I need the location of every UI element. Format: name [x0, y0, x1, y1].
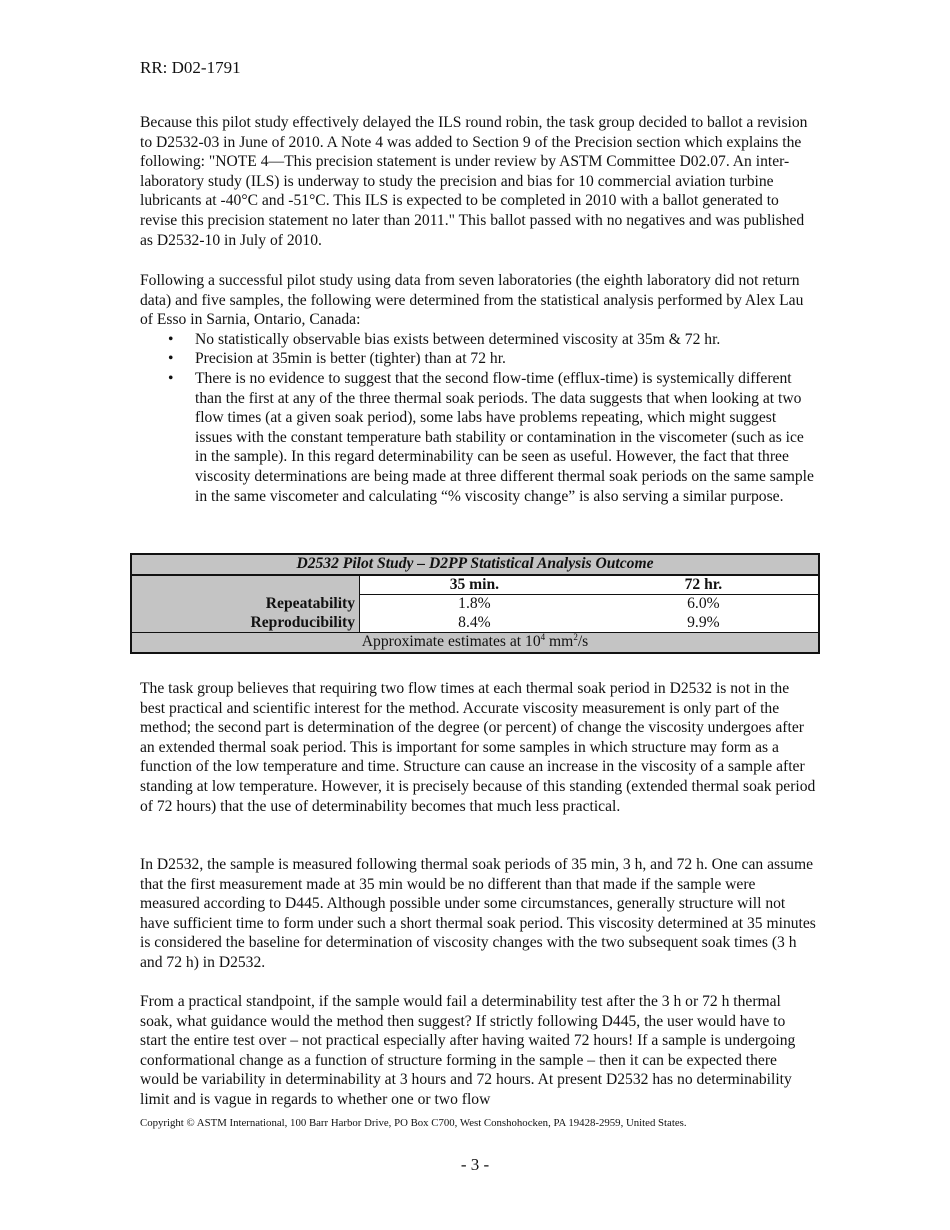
list-item: • Precision at 35min is better (tighter) than at 72 hr.	[168, 350, 506, 368]
table-cell: 9.9%	[589, 614, 819, 633]
column-header-35min: 35 min.	[360, 575, 589, 595]
column-header-72hr: 72 hr.	[589, 575, 819, 595]
row-label-reproducibility: Reproducibility	[131, 614, 360, 633]
table-cell: 8.4%	[458, 613, 491, 631]
table-cell: 1.8%	[458, 595, 491, 612]
paragraph-pilot-study-findings	[140, 271, 816, 506]
paragraph-text: Because this pilot study effectively delayed the ILS round robin, the task group decided to ballot a revision to D2532-03 in June of 2010. A Note 4 was added to Section 9 of the Precision section which explains the following: "NOTE 4—This precision statement is under review by ASTM Committee D02.07. An inter-laboratory study (ILS) is underway to study the precision and bias for 10 commercial aviation turbine lubricants at -40°C and -51°C. This ILS is expected to be completed in 2010 with a ballot generated to revise this precision statement no later than 2011." This ballot passed with no negatives and was published as D2532-10 in July of 2010.	[140, 114, 808, 249]
copyright-notice: Copyright © ASTM International, 100 Barr Harbor Drive, PO Box C700, West Conshohocken, PA 19428-2959, United States.	[140, 1117, 687, 1129]
page-number: - 3 -	[460, 1155, 490, 1174]
table-row	[131, 614, 819, 633]
table-cell: 6.0%	[589, 595, 819, 614]
bullet-icon: •	[168, 369, 174, 387]
paragraph-thermal-soak	[140, 855, 816, 973]
list-item: • There is no evidence to suggest that the second flow-time (efflux-time) is systemically different than the first at any of the three thermal soak periods. The data suggests that when looking at two flow times (at a given soak period), some labs have problems repeating, which might suggest issues with the constant temperature bath stability or contamination in the viscometer (such as ice in the sample). In this regard determinability can be seen as useful. However, the fact that three viscosity determinations are being made at three different thermal soak periods on the same sample in the same viscometer and calculating “% viscosity change” is also serving a similar purpose.	[168, 369, 814, 505]
paragraph-text: Following a successful pilot study using data from seven laboratories (the eighth laboratory did not return data) and five samples, the following were determined from the statistical analysis performed by Alex Lau of Esso in Sarnia, Ontario, Canada:	[140, 272, 804, 329]
table-row	[131, 595, 819, 614]
paragraph-ballot-revision	[140, 113, 816, 250]
list-item: • No statistically observable bias exists between determined viscosity at 35m & 72 hr.	[168, 330, 721, 348]
bullet-icon: •	[168, 350, 174, 368]
paragraph-practical-standpoint	[140, 992, 816, 1110]
bullet-icon: •	[168, 330, 174, 348]
findings-bullet-list	[140, 330, 816, 506]
paragraph-text: The task group believes that requiring two flow times at each thermal soak period in D2532 is not in the best practical and scientific interest for the method. Accurate viscosity measurement is only part of the method; the second part is determination of the degree (or percent) of change the viscosity undergoes after an extended thermal soak period. This is important for some samples in which structure may form as a function of the low temperature and time. Structure can cause an increase in the viscosity of a sample after standing at low temperature. However, it is precisely because of this standing (extended thermal soak period of 72 hours) that the use of determinability becomes that much less practical.	[140, 680, 816, 815]
row-label-repeatability: Repeatability	[131, 595, 360, 614]
report-id-header: RR: D02-1791	[140, 58, 241, 77]
table-title: D2532 Pilot Study – D2PP Statistical Analysis Outcome	[131, 554, 819, 575]
table-footnote: Approximate estimates at $10^4$ $mm^2/s$	[131, 633, 819, 653]
table-corner-cell	[131, 575, 360, 595]
paragraph-text: From a practical standpoint, if the sample would fail a determinability test after the 3 h or 72 h thermal soak, what guidance would the method then suggest? If strictly following D445, the user would have to start the entire test over – not practical especially after having waited 72 hours! If a sample is undergoing conformational change as a function of structure forming in the sample – then it can be expected there would be variability in determinability at 3 hours and 72 hours. At present D2532 has no determinability limit and is vague in regards to whether one or two flow	[140, 993, 796, 1108]
paragraph-task-group-belief	[140, 679, 816, 816]
statistical-analysis-table	[130, 553, 820, 654]
paragraph-text: In D2532, the sample is measured following thermal soak periods of 35 min, 3 h, and 72 h. One can assume that the first measurement made at 35 min would be no different than that made if the sample were measured according to D445. Although possible under some circumstances, generally structure will not have sufficient time to form under such a short thermal soak period. This viscosity determined at 35 minutes is considered the baseline for determination of viscosity changes with the two subsequent soak times (3 h and 72 h) in D2532.	[140, 856, 816, 971]
